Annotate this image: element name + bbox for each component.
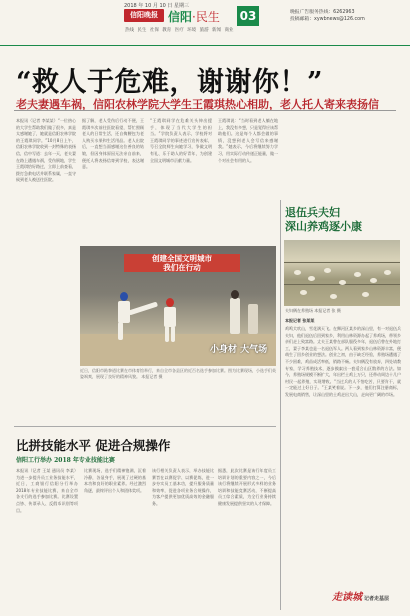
section-title-a: 信阳 (168, 10, 193, 24)
hen-icon (308, 276, 315, 281)
feature-body: 鸡鸣犬吠山，雪花满天飞。在狮河区某乡的深山里，有一对退伍兵夫妇，他们退伍后回到家乡，利用山林资源办起了养鸡场，带领乡亲们走上致富路。丈夫王某曾在部队服役多年，退伍后曾在外地打工，妻子李某也是一名退伍军人。两人看到家乡山林资源丰富，便萌生了回乡创业的想法。创业之初，由于缺乏经验，养殖场遭遇了不少困难，鸡苗成活率低，销路不畅。夫妇俩没有放弃，四处请教专家，学习养殖技术，逐步摸索出一套适合山区散养的方法。如今，养殖场规模不断扩大，年出栏土鸡上万只，还带动周边十几户村民一起养殖，实现增收。“当过兵的人不怕吃苦，只要肯干，就一定能过上好日子。”王某笑着说。下一步，他们打算注册商标，发展电商销售，让深山里的土鸡走出大山，走向更广阔的市场。 (285, 326, 401, 397)
blue-helmet-icon (120, 292, 128, 301)
right-fighter-leg-1 (165, 326, 169, 342)
banner-line-1: 创建全国文明城市 (152, 254, 212, 263)
hen-icon (362, 292, 369, 297)
referee (230, 298, 240, 334)
article-column-1: 本报讯（记者 李某某）“一位热心的大学生帮助我们做了很多，真是太感谢她了，她就是信阳农林学院的王霞琪同学。”10月8日上午，信阳农林学院收到一封特殊的表扬信，信中写道：去年一天，老夫妻在路上遭遇车祸，受伤倒地，学生王霞琪恰好路过，立即上前查看，拨打急救电话并联系家属，一直守候到老人被送往医院。 (16, 118, 76, 183)
newspaper-logo: 信阳晚报 (124, 9, 164, 22)
right-fighter-leg-2 (171, 326, 175, 342)
red-helmet-icon (166, 298, 174, 307)
feature-byline: 本报记者 张某某 (285, 318, 315, 323)
feature-photo-caption: 夫妇俩在养殖场 本报记者 张 摄 (285, 308, 341, 313)
main-headline: “救人于危难，谢谢你！” (16, 67, 324, 98)
kick-leg (128, 301, 158, 315)
article-column-2: 据了解，老人受伤后行动不便，王霞琪多次前往医院看望，帮忙照顾老人的日常生活，还自掏腰包为老人购买水果和生活用品。老人出院后，一直想当面感谢这位善良的姑娘，但因身体原因无法亲自前来，便托人将表扬信寄到学校，表达谢意。 (82, 118, 144, 170)
section-tags: 热线 民生 社保 教育 医疗 环境 旅游 新闻 商业 (125, 28, 234, 33)
right-fighter (164, 307, 176, 327)
page-number: 03 (237, 6, 259, 26)
page-header (0, 0, 410, 46)
chicken-farm-photo (284, 240, 400, 306)
column-logo-main: 走读城 (332, 592, 362, 603)
hen-icon (384, 270, 391, 275)
section-title (168, 8, 220, 25)
article-column-3: “王霞琪同学在危难关头伸出援手，体现了当代大学生的担当。”学院负责人表示，学校将对王霞琪同学的事迹进行宣传表彰，号召全院师生向她学习，争做文明有礼、乐于助人的好青年，为创建全国文明城市贡献力量。 (150, 118, 212, 163)
submission-email: 投稿邮箱：xywbnews@126.com (290, 17, 365, 22)
column-logo (332, 588, 402, 610)
hen-icon (330, 294, 337, 299)
hen-icon (370, 278, 377, 283)
section-divider (14, 426, 276, 427)
hen-icon (300, 290, 307, 295)
photo-caption: 近日，信阳市跆拳道比赛在市体育馆举行，来自全市各县区的近百名选手参加比赛。图为比赛现场，小选手们英姿飒爽，展现了良好的精神风貌。 本报记者 摄 (80, 368, 276, 379)
bottom-column-1: 本报讯（记者 王某 通讯员 李某）为进一步提升员工业务技能水平，近日，工商银行信阳分行举办2018年专业技能比赛，来自全市各支行的选手参加比赛。比赛设置点钞、传票录入、反假币识别等项目。 (16, 468, 78, 513)
bottom-column-2: 比赛现场，选手们精神饱满，沉着冷静，各显身手，展现了过硬的基本功和良好的职业素养。经过激烈角逐，最终评出个人和团体奖项。 (84, 468, 146, 493)
feature-title-line-1: 退伍兵夫妇 (285, 206, 340, 219)
issue-date: 2018 年 10 月 10 日 星期三 (124, 3, 189, 9)
article-column-4: 王霞琪说：“当时看到老人躺在地上，我没有多想，只是觉得应该帮助他们。这是每个人都会做的事情，没想到老人会写信来感谢我。”她表示，今后将继续努力学习，用实际行动传递正能量，做一个对社会有用的人。 (218, 118, 278, 163)
contact-info (290, 9, 365, 23)
bottom-subheadline: 信阳工行举办 2018 年专业技能比赛 (16, 457, 115, 464)
column-logo-sub: 记者走基层 (364, 596, 390, 602)
hen-icon (324, 268, 331, 273)
bottom-column-3: 该行相关负责人表示，举办技能比赛旨在以赛促学、以赛促练，进一步夯实员工基本功，提升服务质量和效率，促进各项业务合规操作，为客户提供更加优质高效的金融服务。 (152, 468, 214, 506)
referee-head (231, 290, 239, 299)
banner-line-2: 我们在行动 (163, 262, 201, 272)
headline-rule (14, 110, 396, 111)
hen-icon (339, 280, 346, 285)
fence-bar (284, 262, 400, 263)
hen-icon (294, 270, 301, 275)
left-fighter-leg (118, 322, 123, 340)
spectator (248, 304, 258, 334)
section-title-sep: · (192, 10, 196, 24)
taekwondo-photo (80, 246, 276, 366)
bottom-headline: 比拼技能水平 促进合规操作 (16, 438, 171, 453)
ad-hotline: 晚报广告服务热线：6262963 (290, 10, 355, 15)
main-subheadline: 老夫妻遇车祸，信阳农林学院大学生王霞琪热心相助，老人托人寄来表扬信 (16, 98, 379, 111)
feature-title-line-2: 深山养鸡逐小康 (285, 220, 362, 233)
section-title-b: 民生 (195, 10, 220, 24)
civilization-banner (124, 254, 240, 272)
feature-title (285, 206, 362, 234)
column-divider (280, 200, 281, 610)
bottom-column-4: 据悉，此次比赛是该行年度员工培训计划的重要内容之一，今后该行将继续开展形式多样的业务培训和技能竞赛活动，不断提高员工综合素质，为全行业务持续健康发展提供坚实的人才保障。 (218, 468, 276, 506)
hen-icon (354, 272, 361, 277)
photo-slogan: 小身材 大气场 (210, 345, 268, 355)
